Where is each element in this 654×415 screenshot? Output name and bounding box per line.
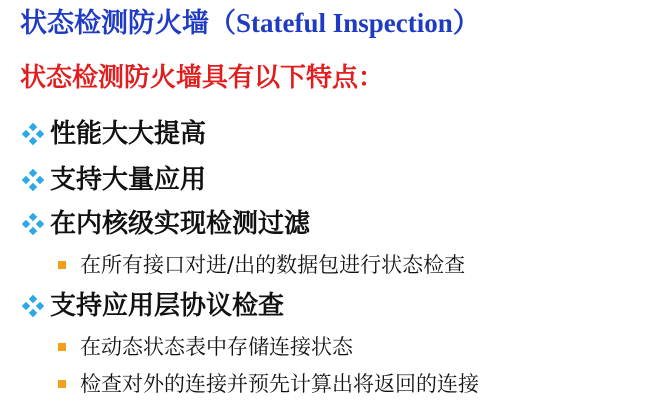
sub-bullet-item [58, 331, 353, 363]
sub-bullet-item [58, 249, 465, 281]
diamond-bullet-icon [22, 213, 44, 235]
sub-bullet-text: 检查对外的连接并预先计算出将返回的连接 [80, 372, 479, 396]
bullet-item [22, 204, 310, 244]
bullet-item [22, 286, 284, 326]
slide-subtitle: 状态检测防火墙具有以下特点： [20, 63, 385, 93]
bullet-item [22, 114, 206, 154]
title-close-paren: ） [452, 8, 480, 39]
diamond-bullet-icon [22, 169, 44, 191]
bullet-text: 性能大大提高 [50, 119, 207, 149]
bullet-item [22, 160, 206, 200]
sub-bullet-text: 在所有接口对进/出的数据包进行状态检查 [80, 253, 466, 277]
square-bullet-icon [58, 343, 66, 351]
sub-bullet-text: 在动态状态表中存储连接状态 [80, 335, 353, 359]
slide-title [20, 2, 480, 44]
bullet-text: 支持应用层协议检查 [50, 291, 285, 321]
sub-bullet-item [58, 368, 479, 400]
bullet-text: 在内核级实现检测过滤 [50, 209, 311, 239]
diamond-bullet-icon [22, 295, 44, 317]
square-bullet-icon [58, 380, 66, 388]
title-english: Stateful Inspection [236, 8, 453, 38]
title-chinese: 状态检测防火墙（ [20, 8, 236, 39]
bullet-text: 支持大量应用 [50, 165, 207, 195]
diamond-bullet-icon [22, 123, 44, 145]
square-bullet-icon [58, 261, 66, 269]
